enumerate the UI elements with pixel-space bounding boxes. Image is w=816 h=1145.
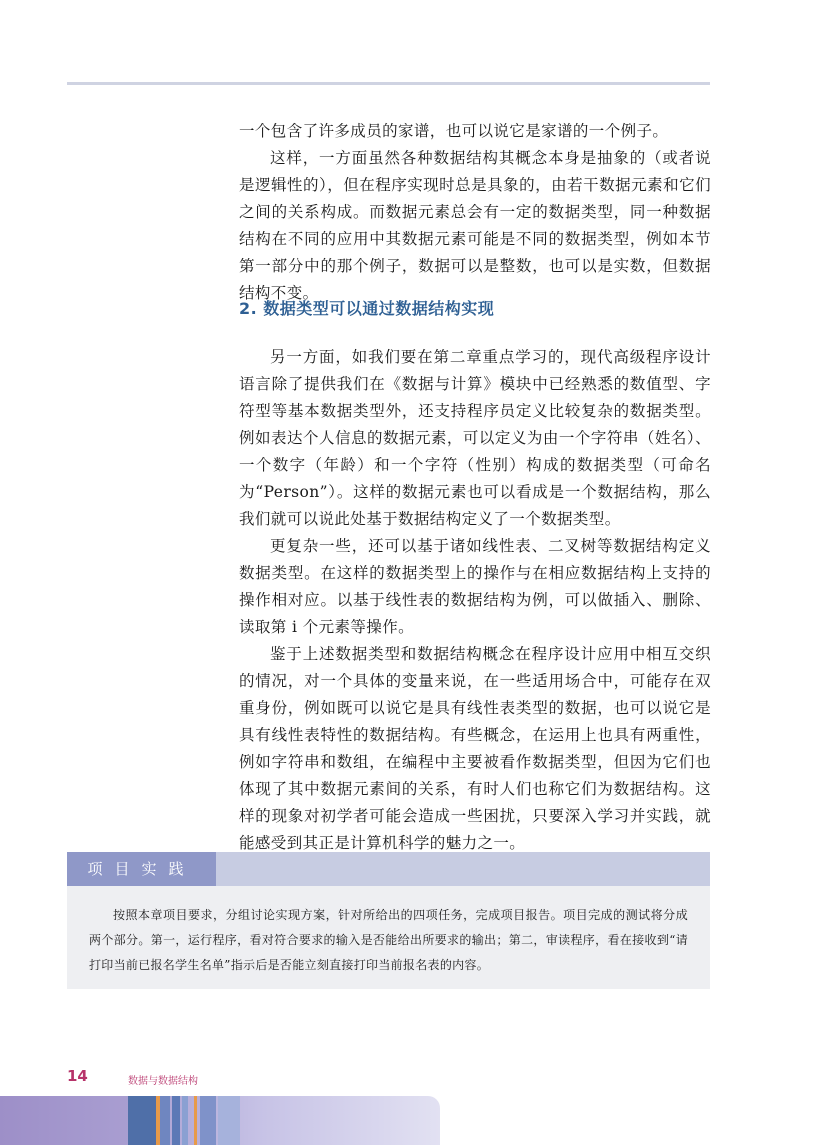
paragraph: 另一方面，如我们要在第二章重点学习的，现代高级程序设计语言除了提供我们在《数据与计算》模块中已经熟悉的数值型、字符型等基本数据类型外，还支持程序员定义比较复杂的数据类型。例如表达个人信息的数据元素，可以定义为由一个字符串（姓名）、一个数字（年龄）和一个字符（性别）构成的数据类型（可命名为“Person”）。这样的数据元素也可以看成是一个数据结构，那么我们就可以说此处基于数据结构定义了一个数据类型。 — [239, 348, 711, 528]
body-text-section — [239, 344, 711, 857]
project-practice-title: 项目实践 — [67, 852, 216, 886]
page-number: 14 — [67, 1067, 88, 1085]
project-practice-header — [67, 852, 710, 886]
footer-stripe — [200, 1096, 216, 1145]
project-practice-box — [67, 886, 710, 989]
footer-stripe — [172, 1096, 180, 1145]
footer-stripe — [218, 1096, 240, 1145]
body-text-top — [239, 118, 711, 307]
running-title: 数据与数据结构 — [128, 1076, 198, 1087]
footer-stripe — [128, 1096, 156, 1145]
footer-decoration — [0, 1096, 440, 1145]
paragraph: 这样，一方面虽然各种数据结构其概念本身是抽象的（或者说是逻辑性的），但在程序实现时总是具象的，由若干数据元素和它们之间的关系构成。而数据元素总会有一定的数据类型，同一种数据结构在不同的应用中其数据元素可能是不同的数据类型，例如本节第一部分中的那个例子，数据可以是整数，也可以是实数，但数据结构不变。 — [239, 149, 711, 302]
paragraph: 一个包含了许多成员的家谱，也可以说它是家谱的一个例子。 — [239, 122, 669, 140]
footer-stripe — [194, 1096, 197, 1145]
section-heading: 2. 数据类型可以通过数据结构实现 — [239, 299, 495, 318]
footer-stripe — [160, 1096, 170, 1145]
project-practice-text: 按照本章项目要求，分组讨论实现方案，针对所给出的四项任务，完成项目报告。项目完成的测试将分成两个部分。第一，运行程序，看对符合要求的输入是否能给出所要求的输出；第二，审读程序，看在接收到“请打印当前已报名学生名单”指示后是否能立刻直接打印当前报名表的内容。 — [89, 908, 688, 972]
header-rule — [67, 82, 710, 85]
paragraph: 鉴于上述数据类型和数据结构概念在程序设计应用中相互交织的情况，对一个具体的变量来说，在一些适用场合中，可能存在双重身份，例如既可以说它是具有线性表类型的数据，也可以说它是具有线性表特性的数据结构。有些概念，在运用上也具有两重性，例如字符串和数组，在编程中主要被看作数据类型，但因为它们也体现了其中数据元素间的关系，有时人们也称它们为数据结构。这样的现象对初学者可能会造成一些困扰，只要深入学习并实践，就能感受到其正是计算机科学的魅力之一。 — [239, 645, 711, 852]
paragraph: 更复杂一些，还可以基于诸如线性表、二叉树等数据结构定义数据类型。在这样的数据类型上的操作与在相应数据结构上支持的操作相对应。以基于线性表的数据结构为例，可以做插入、删除、读取第 i 个元素等操作。 — [239, 537, 711, 636]
footer-stripe — [182, 1096, 188, 1145]
